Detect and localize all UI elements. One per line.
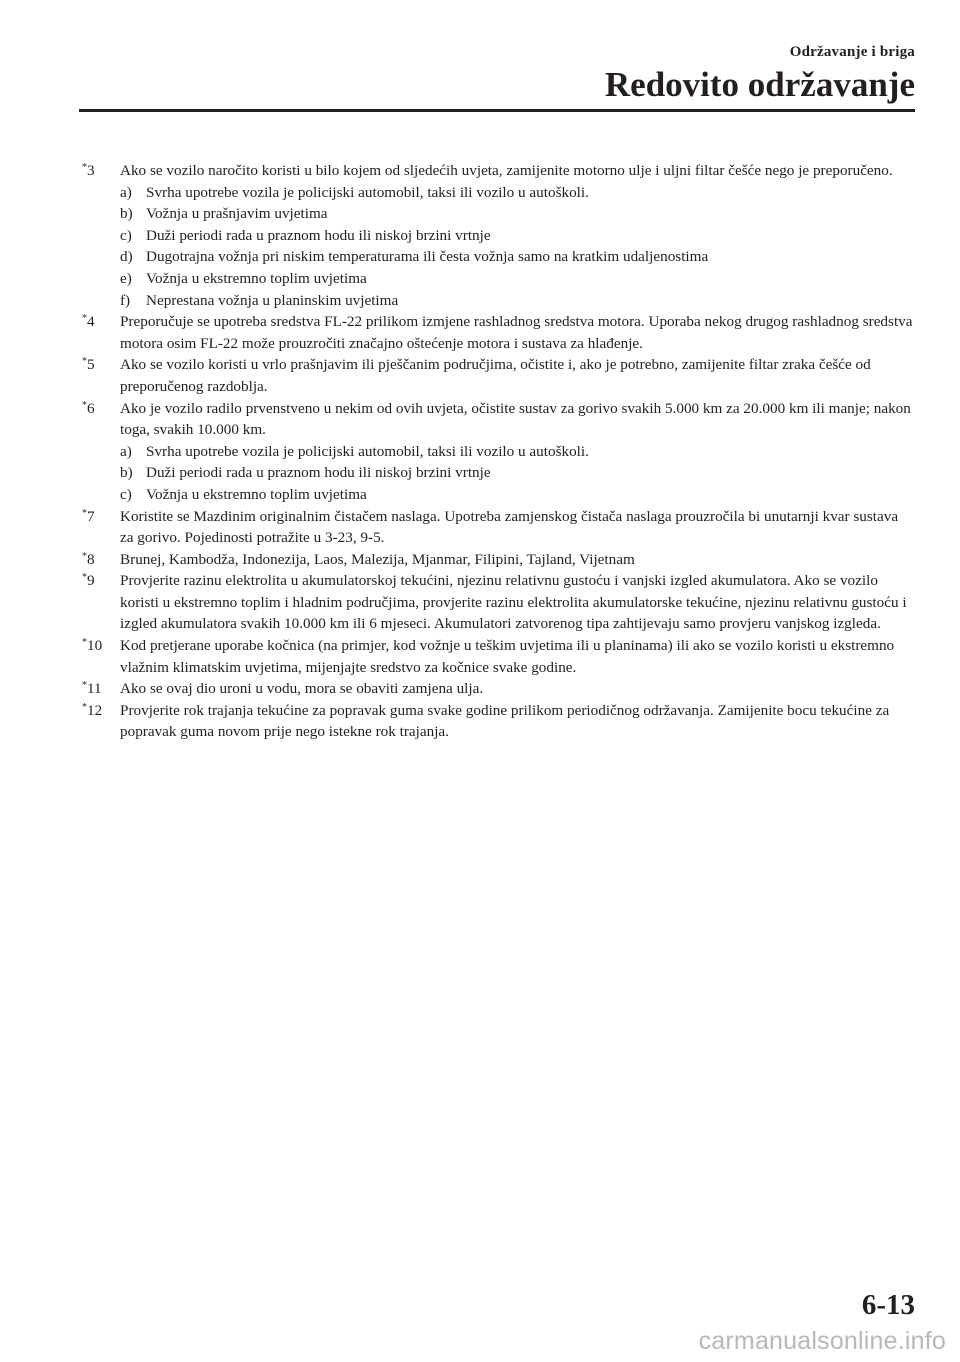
footnote-item	[82, 160, 914, 311]
footnote-item	[82, 635, 914, 678]
footnote-asterisk: *	[82, 356, 87, 368]
footnote-text: Koristite se Mazdinim originalnim čistačem naslaga. Upotreba zamjenskog čistača naslaga prouzročila bi unutarnji kvar sustava za gorivo. Pojedinosti potražite u 3-23, 9-5.	[120, 507, 899, 547]
condition-label: b)	[120, 205, 133, 223]
footnote-number-value: 10	[87, 637, 103, 655]
footnote-text: Kod pretjerane uporabe kočnica (na primjer, kod vožnje u teškim uvjetima ili u planinama) ili ako se vozilo koristi u ekstremno vlažnim klimatskim uvjetima, mijenjajte sredstvo za kočnice svake godine.	[120, 637, 895, 676]
footnote-number	[82, 311, 95, 333]
footnote-text: Ako se vozilo naročito koristi u bilo kojem od sljedećih uvjeta, zamijenite motorno ulje i uljni filtar češće nego je preporučeno.	[120, 162, 893, 179]
condition-text: Neprestana vožnja u planinskim uvjetima	[146, 291, 399, 309]
footnote-asterisk: *	[82, 507, 87, 519]
footnote-text: Provjerite rok trajanja tekućine za popravak guma svake godine prilikom periodičnog održavanja. Zamijenite bocu tekućine za popravak guma novom prije nego istekne rok trajanja.	[120, 701, 890, 741]
footnote-item	[82, 549, 914, 571]
footnote-number	[82, 678, 102, 700]
footnote-number	[82, 506, 95, 528]
page-title: Redovito održavanje	[604, 65, 915, 104]
condition-text: Vožnja u ekstremno toplim uvjetima	[146, 269, 367, 287]
footnote-number	[82, 570, 95, 592]
condition-label: c)	[120, 226, 132, 244]
footnote-number-value: 11	[87, 680, 102, 698]
condition-text: Dugotrajna vožnja pri niskim temperaturama ili česta vožnja samo na kratkim udaljenostima	[146, 248, 709, 266]
condition-item	[120, 462, 914, 484]
footnote-asterisk: *	[82, 399, 87, 411]
footnote-number-value: 7	[87, 507, 95, 525]
footnote-number-value: 5	[87, 356, 95, 374]
footnote-asterisk: *	[82, 550, 87, 562]
footnote-asterisk: *	[82, 313, 87, 325]
footnote-item	[82, 700, 914, 743]
footnote-item	[82, 678, 914, 700]
condition-label: a)	[120, 442, 132, 460]
footnote-number-value: 9	[87, 572, 95, 590]
footnote-item	[82, 570, 914, 635]
footnote-number	[82, 354, 95, 376]
footnote-asterisk: *	[82, 637, 87, 649]
condition-label: a)	[120, 183, 132, 201]
condition-item	[120, 441, 914, 463]
footnote-number-value: 4	[87, 313, 95, 331]
footnote-item	[82, 398, 914, 506]
footnote-text: Ako je vozilo radilo prvenstveno u nekim od ovih uvjeta, očistite sustav za gorivo svakih 5.000 km za 20.000 km ili manje; nakon toga, svakih 10.000 km.	[120, 399, 911, 439]
header-divider	[79, 109, 915, 112]
footnote-item	[82, 354, 914, 397]
footnote-text: Provjerite razinu elektrolita u akumulatorskoj tekućini, njezinu relativnu gustoću i vanjski izgled akumulatora. Ako se vozilo koristi u ekstremno toplim i hladnim područjima, provjerite razinu elektrolita akumulatorske tekućine, njezinu relativnu gustoću i izgled akumulatora svakih 10.000 km ili 6 mjeseci. Akumulatori zatvorenog tipa zahtijevaju samo provjeru vanjskog izgleda.	[120, 572, 907, 633]
footnote-number	[82, 700, 102, 722]
watermark[interactable]: carmanualsonline.info	[698, 1327, 946, 1355]
condition-label: d)	[120, 248, 133, 266]
footnote-number-value: 8	[87, 550, 95, 568]
footnote-asterisk: *	[82, 680, 87, 692]
condition-label: c)	[120, 485, 132, 503]
condition-item	[120, 182, 914, 204]
condition-label: e)	[120, 269, 132, 287]
condition-text: Vožnja u prašnjavim uvjetima	[146, 205, 328, 223]
footnote-number	[82, 635, 102, 657]
condition-text: Svrha upotrebe vozila je policijski automobil, taksi ili vozilo u autoškoli.	[146, 183, 589, 201]
footnote-text: Preporučuje se upotreba sredstva FL-22 prilikom izmjene rashladnog sredstva motora. Uporaba nekog drugog rashladnog sredstva motora osim FL-22 može prouzročiti značajno oštećenje motora i sustava za hlađenje.	[120, 313, 913, 352]
condition-item	[120, 290, 914, 312]
footnote-asterisk: *	[82, 572, 87, 584]
footnote-asterisk: *	[82, 162, 87, 173]
condition-item	[120, 484, 914, 506]
section-label: Održavanje i briga	[789, 44, 915, 60]
condition-item	[120, 246, 914, 268]
condition-text: Svrha upotrebe vozila je policijski automobil, taksi ili vozilo u autoškoli.	[146, 442, 589, 460]
footnote-list	[82, 160, 914, 743]
footnote-number-value: 3	[87, 162, 95, 179]
footnote-number	[82, 398, 95, 420]
footnote-item	[82, 506, 914, 549]
footnote-text: Ako se vozilo koristi u vrlo prašnjavim ili pješčanim područjima, očistite i, ako je potrebno, zamijenite filtar zraka češće od preporučenog razdoblja.	[120, 356, 871, 395]
footnote-number	[82, 549, 95, 571]
footnote-text: Brunej, Kambodža, Indonezija, Laos, Malezija, Mjanmar, Filipini, Tajland, Vijetnam	[120, 550, 635, 568]
condition-item	[120, 225, 914, 247]
footnote-number-value: 12	[87, 701, 103, 719]
condition-text: Duži periodi rada u praznom hodu ili niskoj brzini vrtnje	[146, 226, 491, 244]
condition-text: Duži periodi rada u praznom hodu ili niskoj brzini vrtnje	[146, 464, 491, 482]
condition-list	[120, 182, 914, 312]
page-number: 6-13	[861, 1289, 915, 1321]
footnote-asterisk: *	[82, 701, 87, 713]
footnote-number-value: 6	[87, 399, 95, 417]
condition-item	[120, 268, 914, 290]
condition-label: b)	[120, 464, 133, 482]
condition-list	[120, 441, 914, 506]
page-header	[0, 44, 915, 105]
condition-text: Vožnja u ekstremno toplim uvjetima	[146, 485, 367, 503]
footnote-item	[82, 311, 914, 354]
condition-item	[120, 203, 914, 225]
footnote-text: Ako se ovaj dio uroni u vodu, mora se obaviti zamjena ulja.	[120, 680, 484, 698]
footnote-number	[82, 160, 95, 182]
condition-label: f)	[120, 291, 131, 309]
